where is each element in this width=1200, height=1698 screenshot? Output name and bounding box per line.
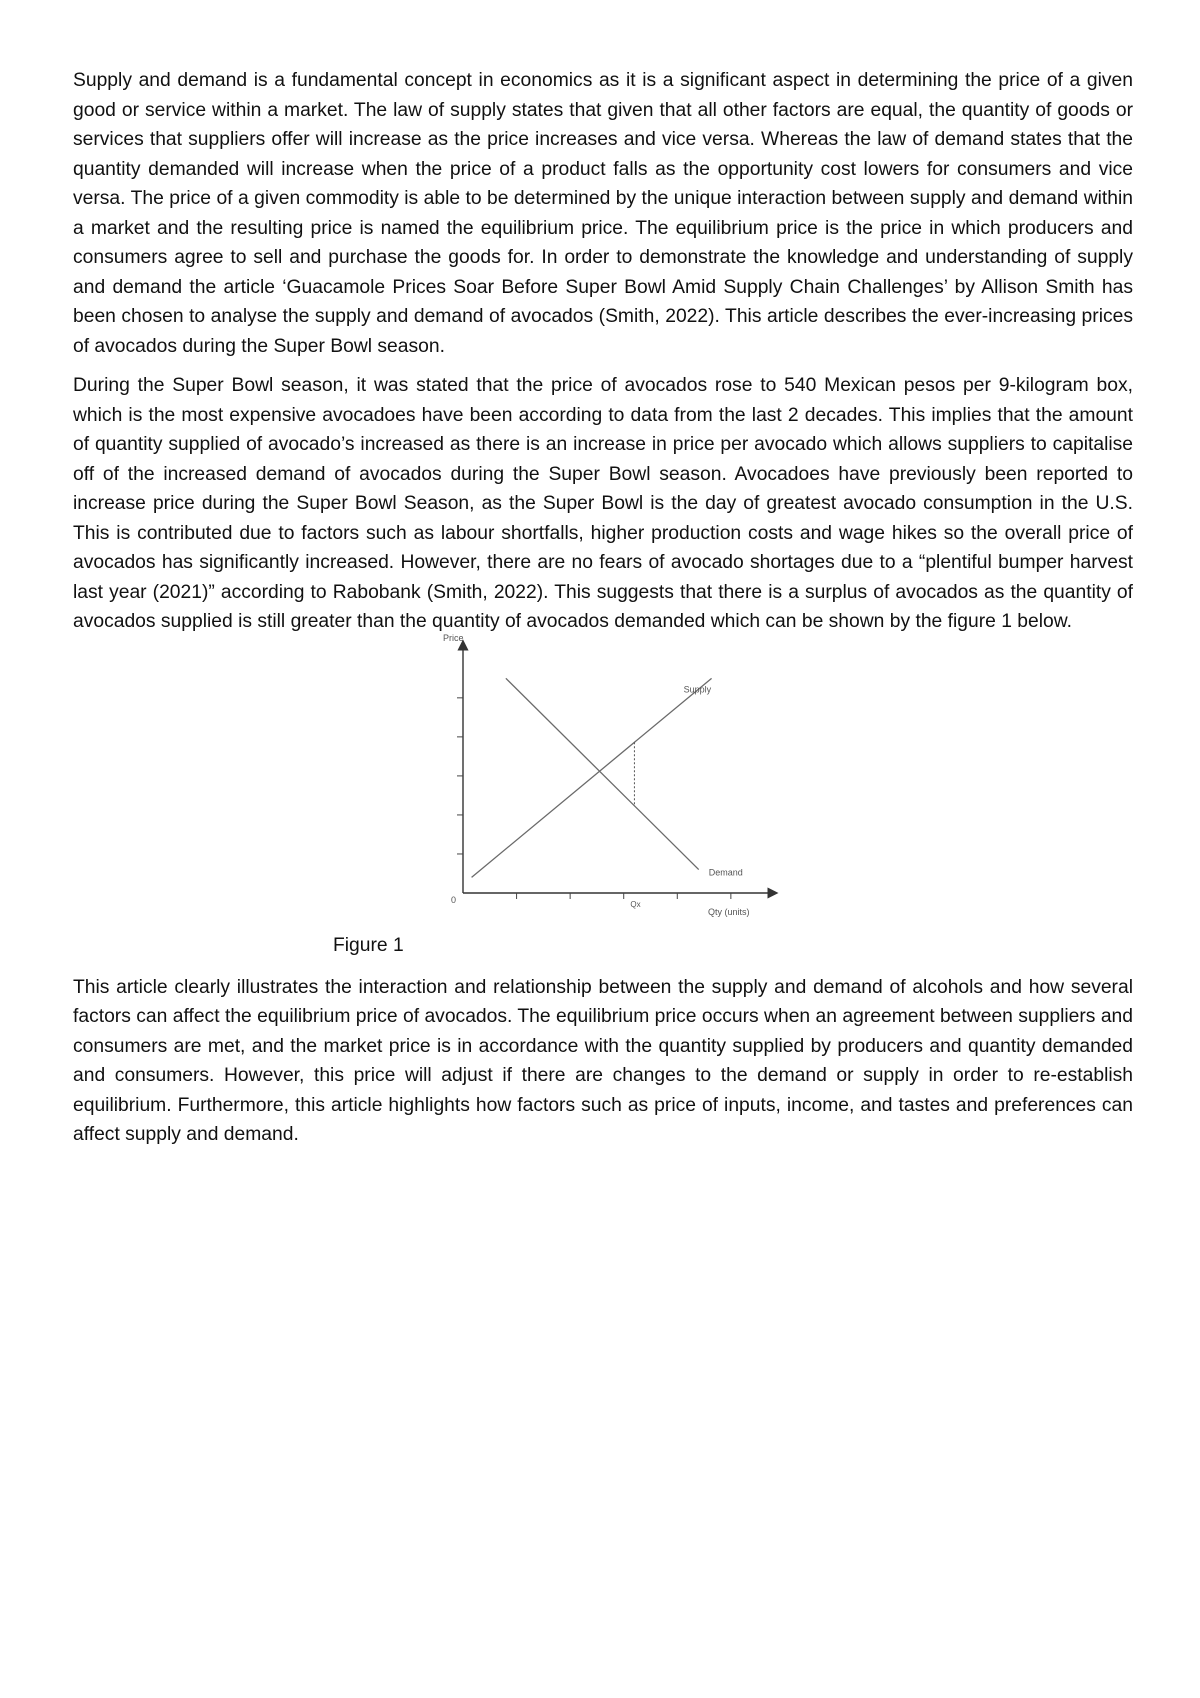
demand-curve (506, 678, 699, 869)
figure-caption: Figure 1 (333, 934, 404, 956)
demand-label: Demand (708, 867, 743, 878)
supply-demand-chart (73, 632, 1133, 943)
paragraph-intro: Supply and demand is a fundamental concept in economics as it is a significant aspect in determining the price of a given good or service within a market. The law of supply states that given that all other factors are equal, the quantity of goods or services that suppliers offer will increase as the price increases and vice versa. Whereas the law of demand states that the quantity demanded will increase when the price of a product falls as the opportunity cost lowers for consumers and vice versa. The price of a given commodity is able to be determined by the unique interaction between supply and demand within a market and the resulting price is named the equilibrium price. The equilibrium price is the price in which producers and consumers agree to sell and purchase the goods for. In order to demonstrate the knowledge and understanding of supply and demand the article ‘Guacamole Prices Soar Before Super Bowl Amid Supply Chain Challenges’ by Allison Smith has been chosen to analyse the supply and demand of avocados (Smith, 2022). This article describes the ever-increasing prices of avocados during the Super Bowl season. (73, 70, 1133, 357)
document-page (73, 66, 1133, 1160)
y-axis-label: Price (443, 632, 464, 643)
origin-label: 0 (451, 894, 457, 905)
paragraph-super-bowl: During the Super Bowl season, it was stated that the price of avocados rose to 540 Mexican pesos per 9-kilogram box, which is the most expensive avocadoes have been according to data from the last 2 decades. This implies that the amount of quantity supplied of avocado’s increased as there is an increase in price per avocado which allows suppliers to capitalise off of the increased demand of avocados during the Super Bowl season. Avocadoes have previously been reported to increase price during the Super Bowl Season, as the Super Bowl is the day of greatest avocado consumption in the U.S. This is contributed due to factors such as labour shortfalls, higher production costs and wage hikes so the overall price of avocados has significantly increased. However, there are no fears of avocado shortages due to a “plentiful bumper harvest last year (2021)” according to Rabobank (Smith, 2022). This suggests that there is a surplus of avocados as the quantity of avocados supplied is still greater than the quantity of avocados demanded which can be shown by the figure 1 below. (73, 375, 1133, 632)
figure-1 (73, 632, 1133, 973)
qx-label: Qx (630, 899, 641, 909)
x-axis-label: Qty (units) (708, 906, 750, 917)
paragraph-conclusion: This article clearly illustrates the interaction and relationship between the supply and demand of alcohols and how several factors can affect the equilibrium price of avocados. The equilibrium price occurs when an agreement between suppliers and consumers are met, and the market price is in accordance with the quantity supplied by producers and quantity demanded and consumers. However, this price will adjust if there are changes to the demand or supply in order to re-establish equilibrium. Furthermore, this article highlights how factors such as price of inputs, income, and tastes and preferences can affect supply and demand. (73, 976, 1133, 1145)
supply-label: Supply (683, 683, 712, 694)
